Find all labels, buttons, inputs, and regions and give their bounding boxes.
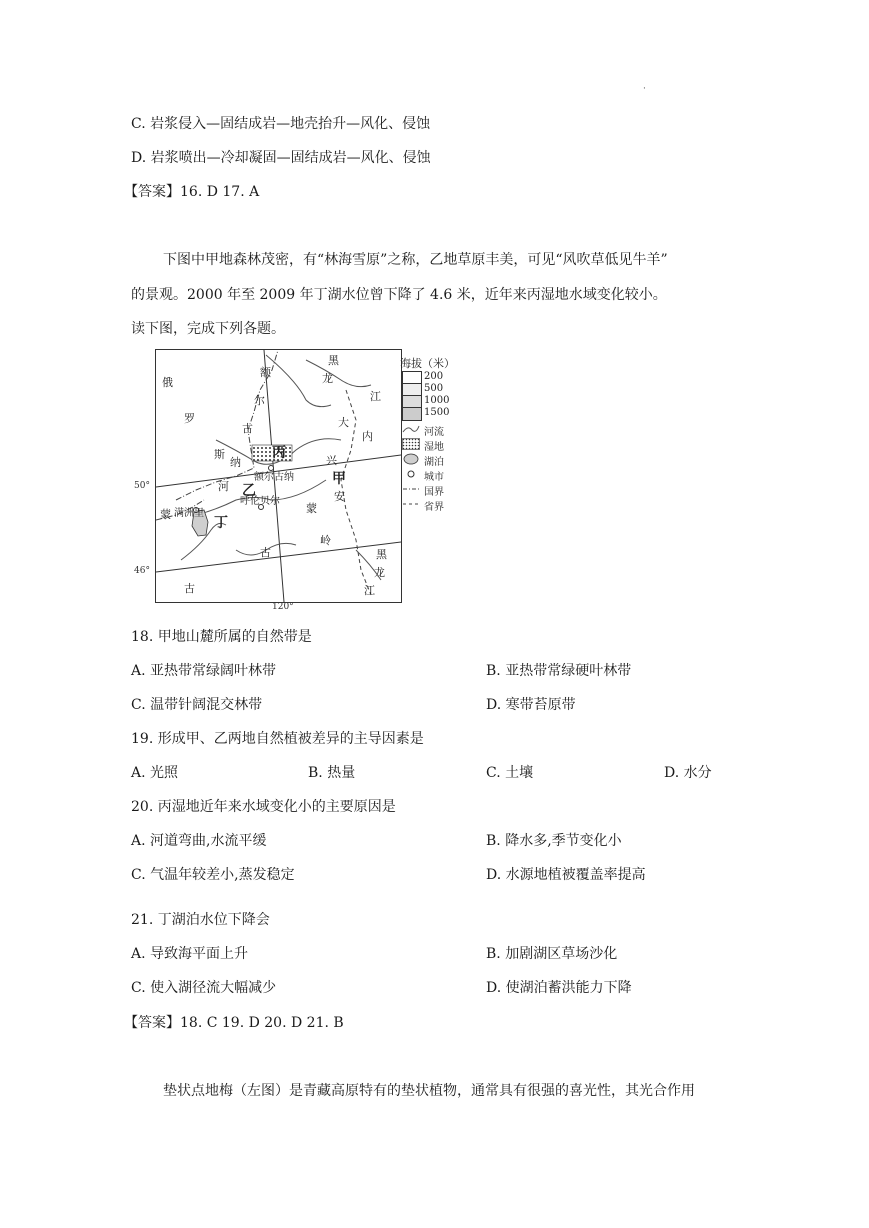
q21-option-a: A. 导致海平面上升 — [131, 946, 249, 962]
legend-border-label: 国界 — [424, 487, 444, 498]
label-meng-left: 蒙 — [160, 508, 171, 521]
q20-option-a: A. 河道弯曲,水流平缓 — [131, 833, 267, 849]
answer-16-17: 【答案】16. D 17. A — [124, 184, 260, 200]
label-long2: 龙 — [374, 566, 385, 579]
answer-18-21: 【答案】18. C 19. D 20. D 21. B — [124, 1015, 344, 1031]
next-passage-line: 垫状点地梅（左图）是青藏高原特有的垫状植物，通常具有很强的喜光性，其光合作用 — [163, 1083, 695, 1099]
passage-line-1: 下图中甲地森林茂密，有“林海雪原”之称，乙地草原丰美，可见“风吹草低见牛羊” — [163, 252, 668, 268]
legend-elev-2-label: 500 — [424, 383, 444, 394]
label-na: 纳 — [230, 456, 241, 469]
label-luo: 罗 — [184, 412, 195, 425]
label-he: 河 — [218, 480, 229, 493]
lake-icon — [402, 453, 420, 465]
q19-option-b: B. 热量 — [308, 765, 356, 781]
label-lat50: 50° — [134, 481, 150, 491]
q19-stem: 19. 形成甲、乙两地自然植被差异的主导因素是 — [131, 731, 424, 747]
passage-line-3: 读下图，完成下列各题。 — [131, 321, 285, 337]
q18-option-c: C. 温带针阔混交林带 — [131, 697, 263, 713]
label-er: 尔 — [254, 394, 265, 407]
province-border-icon — [402, 498, 420, 510]
label-yi: 乙 — [242, 483, 256, 499]
river-icon — [402, 423, 420, 435]
label-an: 安 — [334, 490, 345, 503]
label-hei1: 黑 — [328, 354, 339, 367]
q20-option-b: B. 降水多,季节变化小 — [486, 833, 622, 849]
q21-option-b: B. 加剧湖区草场沙化 — [486, 946, 618, 962]
label-meng: 蒙 — [306, 502, 317, 515]
label-city-hulunbuir: 呼伦贝尔 — [240, 496, 280, 507]
legend-wetland — [400, 438, 470, 452]
q18-option-b: B. 亚热带常绿硬叶林带 — [486, 663, 632, 679]
q18-option-a: A. 亚热带常绿阔叶林带 — [131, 663, 277, 679]
q21-option-c: C. 使入湖径流大幅减少 — [131, 980, 277, 996]
q20-option-c: C. 气温年较差小,蒸发稳定 — [131, 867, 295, 883]
label-gu-left: 古 — [184, 582, 195, 595]
legend-river — [400, 423, 470, 437]
legend-wetland-label: 湿地 — [424, 442, 444, 453]
legend-city-label: 城市 — [424, 472, 444, 483]
label-city-manzhouli: 满洲里 — [174, 508, 204, 519]
label-ding: 丁 — [214, 515, 228, 531]
legend-river-label: 河流 — [424, 427, 444, 438]
q19-option-a: A. 光照 — [131, 765, 179, 781]
label-da: 大 — [338, 416, 349, 429]
legend-city — [400, 468, 470, 482]
legend-elev-4 — [400, 407, 470, 421]
q18-stem: 18. 甲地山麓所属的自然带是 — [131, 629, 312, 645]
label-hei2: 黑 — [376, 548, 387, 561]
lat-line-46 — [156, 542, 401, 572]
q21-option-d: D. 使湖泊蓄洪能力下降 — [486, 980, 632, 996]
label-bing: 丙 — [272, 445, 286, 461]
passage-line-2: 的景观。2000 年至 2009 年丁湖水位曾下降了 4.6 米，近年来丙湿地水域变化较小。 — [131, 287, 667, 303]
map-figure — [155, 349, 402, 603]
q18-option-d: D. 寒带苔原带 — [486, 697, 576, 713]
label-gu: 古 — [242, 422, 253, 435]
legend-elev-3-label: 1000 — [424, 395, 450, 406]
q21-stem: 21. 丁湖泊水位下降会 — [131, 912, 270, 928]
legend-elev-1-label: 200 — [424, 371, 444, 382]
label-xing: 兴 — [326, 454, 337, 467]
label-si: 斯 — [214, 448, 225, 461]
label-long1: 龙 — [322, 372, 333, 385]
q20-stem: 20. 丙湿地近年来水域变化小的主要原因是 — [131, 799, 396, 815]
q19-option-c: C. 土壤 — [486, 765, 534, 781]
legend-lake — [400, 453, 470, 467]
label-jiang2: 江 — [364, 584, 375, 597]
legend-lake-label: 湖泊 — [424, 457, 444, 468]
label-jia: 甲 — [332, 471, 346, 487]
label-nei: 内 — [362, 430, 373, 443]
page-dot: · — [643, 84, 646, 94]
label-lon120: 120° — [272, 602, 294, 612]
label-e2: 额 — [260, 366, 271, 379]
q17-option-d: D. 岩浆喷出—冷却凝固—固结成岩—风化、侵蚀 — [131, 150, 431, 166]
legend-province-label: 省界 — [424, 502, 444, 513]
q17-option-c: C. 岩浆侵入—固结成岩—地壳抬升—风化、侵蚀 — [131, 116, 431, 132]
label-jiang1: 江 — [370, 390, 381, 403]
legend-elev-4-label: 1500 — [424, 407, 450, 418]
q19-option-d: D. 水分 — [664, 765, 712, 781]
legend-province — [400, 498, 470, 512]
legend-border — [400, 483, 470, 497]
map-legend — [400, 355, 470, 520]
border-icon — [402, 483, 420, 495]
label-e: 俄 — [162, 376, 173, 389]
legend-title: 海拔（米） — [400, 357, 455, 370]
label-ling: 岭 — [320, 534, 331, 547]
label-lat46: 46° — [134, 566, 150, 576]
wetland-icon — [402, 438, 420, 450]
q20-option-d: D. 水源地植被覆盖率提高 — [486, 867, 646, 883]
city-icon — [402, 468, 420, 480]
label-gu2: 古 — [260, 546, 271, 559]
label-city-erguna: 额尔古纳 — [254, 472, 294, 483]
